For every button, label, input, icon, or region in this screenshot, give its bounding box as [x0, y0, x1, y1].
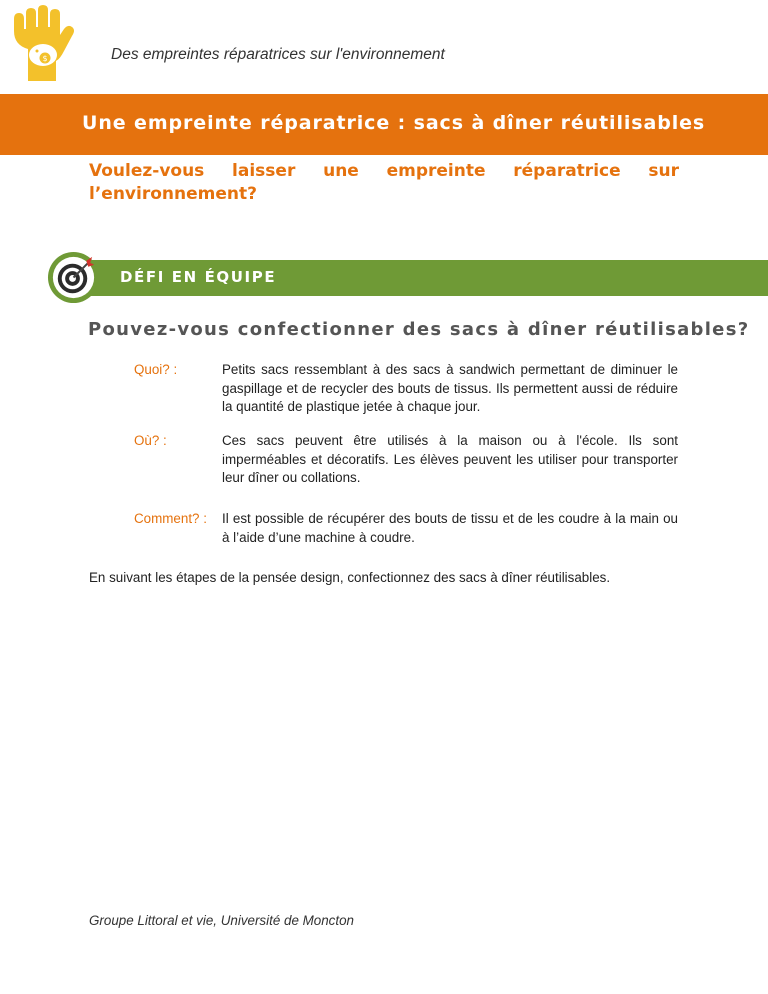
section-subheading: Pouvez-vous confectionner des sacs à dîner réutilisables?	[88, 319, 750, 340]
title-band	[0, 94, 768, 155]
entry-description: Petits sacs ressemblant à des sacs à sandwich permettant de diminuer le gaspillage et de recycler des bouts de tissus. Ils permettent aussi de réduire la quantité de plastique jetée à chaque jour.	[222, 362, 678, 415]
entry-term: Quoi? :	[134, 362, 178, 377]
entry-term: Où? :	[134, 433, 167, 448]
entry-description: Il est possible de récupérer des bouts de tissu et de les coudre à la main ou à l’aide d’une machine à coudre.	[222, 511, 678, 545]
hand-piggy-bank-logo	[4, 5, 84, 85]
page-title: Une empreinte réparatrice : sacs à dîner réutilisables	[82, 112, 706, 134]
header-subtitle: Des empreintes réparatrices sur l'environnement	[111, 46, 445, 63]
instruction-paragraph: En suivant les étapes de la pensée design, confectionnez des sacs à dîner réutilisables.	[89, 570, 611, 585]
entry-term: Comment? :	[134, 511, 207, 526]
footer-credit: Groupe Littoral et vie, Université de Moncton	[89, 913, 354, 928]
target-icon	[47, 251, 100, 304]
entry-description: Ces sacs peuvent être utilisés à la maison ou à l'école. Ils sont imperméables et décoratifs. Les élèves peuvent les utiliser pour transporter leur dîner ou collations.	[222, 433, 678, 486]
svg-text:$: $	[42, 54, 48, 63]
defi-label: DÉFI EN ÉQUIPE	[120, 268, 277, 286]
question-heading: Voulez-vous laisser une empreinte réparatrice sur l’environnement?	[89, 161, 679, 204]
defi-band	[66, 260, 768, 296]
